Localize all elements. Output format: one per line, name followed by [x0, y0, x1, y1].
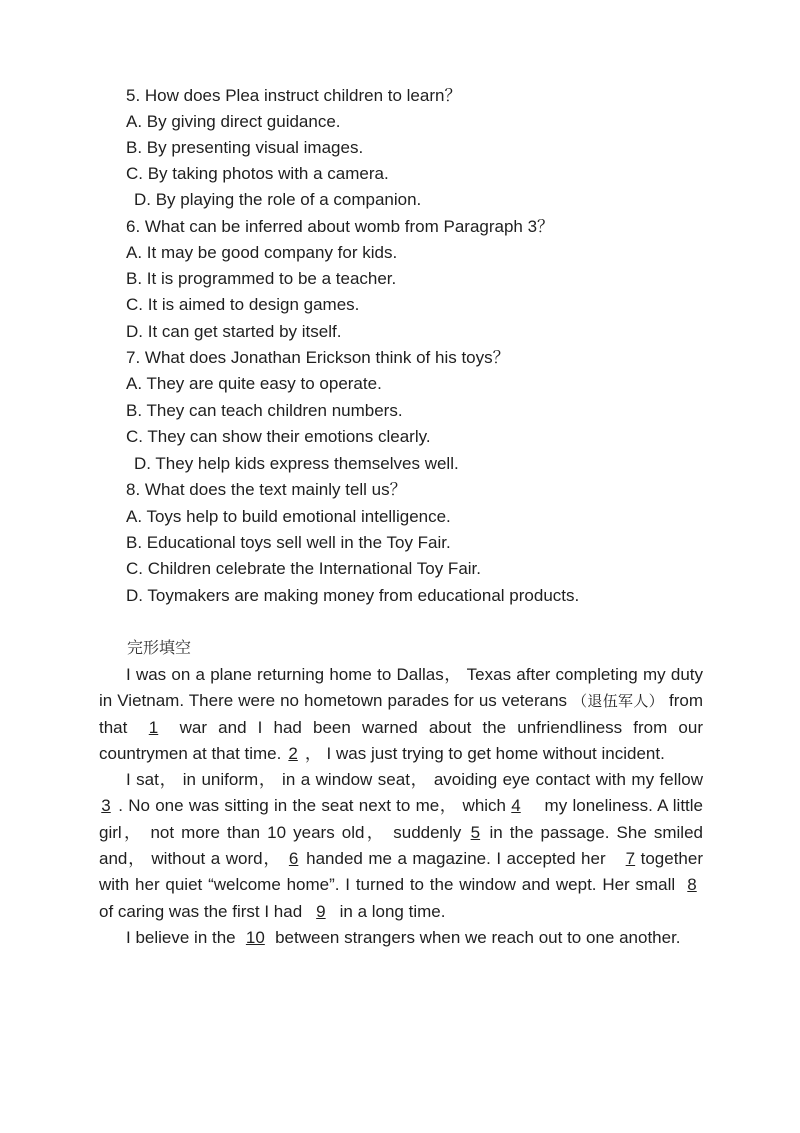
cloze-passage: [99, 662, 703, 951]
cloze-paragraph-1: [99, 662, 703, 767]
question-5-option-b: B. By presenting visual images.: [126, 138, 364, 157]
question-5-option-a: A. By giving direct guidance.: [126, 112, 341, 131]
question-7-option-c: C. They can show their emotions clearly.: [126, 427, 431, 446]
passage-text: I believe in the: [126, 927, 241, 947]
question-6-option-c: C. It is aimed to design games.: [126, 295, 360, 314]
question-8-option-c: C. Children celebrate the International Toy Fair.: [126, 559, 481, 578]
question-7-stem: 7. What does Jonathan Erickson think of his toys？: [126, 348, 510, 367]
cloze-paragraph-2: [99, 767, 703, 925]
passage-text: together with her quiet “welcome home”. I turned to the window and wept. Her small: [99, 849, 704, 895]
question-6-option-b: B. It is programmed to be a teacher.: [126, 269, 397, 288]
question-5-option-c: C. By taking photos with a camera.: [126, 164, 389, 183]
question-7-option-a: A. They are quite easy to operate.: [126, 374, 382, 393]
question-6-option-d: D. It can get started by itself.: [126, 322, 342, 341]
passage-text: I sat， in uniform， in a window seat， avoiding eye contact with my fellow: [126, 770, 703, 790]
question-7-option-d: D. They help kids express themselves well.: [134, 454, 459, 473]
blank-9: 9: [316, 901, 326, 921]
blank-1: 1: [148, 717, 159, 737]
blank-10: 10: [245, 927, 265, 947]
question-6-option-a: A. It may be good company for kids.: [126, 243, 398, 262]
question-6-stem: 6. What can be inferred about womb from Paragraph 3？: [126, 217, 555, 236]
question-8-option-a: A. Toys help to build emotional intelligence.: [126, 507, 451, 526]
question-5-option-d: D. By playing the role of a companion.: [134, 190, 422, 209]
blank-8: 8: [687, 875, 697, 895]
question-7-option-b: B. They can teach children numbers.: [126, 401, 403, 420]
blank-5: 5: [470, 822, 481, 842]
cloze-heading: 完形填空: [127, 638, 192, 657]
passage-text: between strangers when we reach out to one another.: [270, 927, 681, 947]
passage-text: war and I had been warned about the unfriendliness from our countrymen at that time.: [99, 717, 703, 763]
passage-text: my loneliness. A little girl， not more than 10 years old， suddenly: [99, 796, 703, 842]
question-5-stem: 5. How does Plea instruct children to learn？: [126, 86, 462, 105]
passage-text: handed me a magazine. I accepted her: [300, 849, 612, 869]
passage-text: ， I was just trying to get home without incident.: [300, 743, 665, 763]
question-8-option-d: D. Toymakers are making money from educational products.: [126, 586, 580, 605]
blank-2: 2: [288, 743, 298, 763]
passage-text: of caring was the first I had: [99, 901, 307, 921]
question-8-option-b: B. Educational toys sell well in the Toy Fair.: [126, 533, 451, 552]
blank-6: 6: [288, 849, 299, 869]
question-8-stem: 8. What does the text mainly tell us？: [126, 480, 407, 499]
passage-text: I was on a plane returning home to Dallas， Texas after completing my duty in Vietnam. There were no hometown parades for us veterans: [99, 665, 703, 711]
cloze-paragraph-3: [99, 925, 703, 951]
passage-cjk-gloss: （退伍军人）: [572, 692, 664, 711]
passage-text: in a long time.: [334, 901, 446, 921]
passage-text: in the passage. She smiled and， without a word，: [99, 822, 703, 869]
passage-text: . No one was sitting in the seat next to me， which: [113, 796, 512, 816]
blank-3: 3: [101, 796, 111, 816]
blank-7: 7: [625, 849, 636, 869]
blank-4: 4: [511, 796, 521, 816]
passage-text: from that: [99, 691, 703, 737]
